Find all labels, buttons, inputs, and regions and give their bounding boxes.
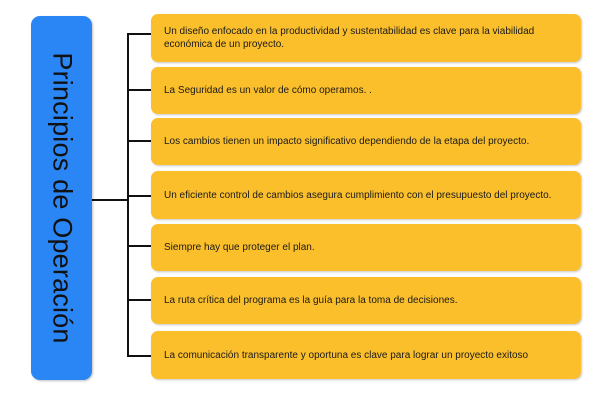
principle-text-6: La ruta crítica del programa es la guía para la toma de decisiones.	[164, 295, 458, 306]
principle-box-4	[151, 171, 581, 219]
principle-text-7: La comunicación transparente y oportuna es clave para lograr un proyecto exitoso	[164, 349, 529, 361]
principle-text-4: Un eficiente control de cambios asegura cumplimiento con el presupuesto del proyecto.	[164, 189, 552, 201]
principle-box-2	[151, 67, 581, 114]
diagram-title: Principios de Operación	[47, 52, 77, 344]
principle-box-7	[151, 331, 581, 379]
principle-text-2: La Seguridad es un valor de cómo operamos. .	[164, 85, 372, 96]
principle-box-3	[151, 118, 581, 165]
principle-box-1	[151, 14, 581, 62]
principle-text-5: Siempre hay que proteger el plan.	[164, 242, 315, 253]
principle-box-6	[151, 277, 581, 324]
principle-text-1: Un diseño enfocado en la productividad y sustentabilidad es clave para la viabilidad económica de un proyecto.	[164, 26, 535, 50]
principle-text-3: Los cambios tienen un impacto significativo dependiendo de la etapa del proyecto.	[164, 136, 530, 147]
principle-box-5	[151, 224, 581, 271]
title-box	[31, 16, 92, 380]
